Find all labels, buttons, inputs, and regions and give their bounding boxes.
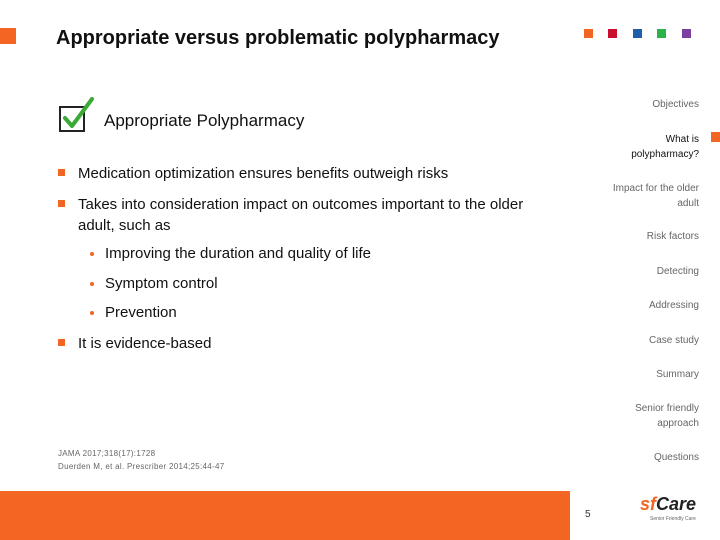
color-square-5 (682, 29, 691, 38)
footer-bar (0, 491, 570, 540)
bullet-1 (58, 163, 548, 184)
sub-bullet-1 (90, 244, 371, 264)
sub-bullet-text: Improving the duration and quality of life (105, 245, 371, 262)
bullet-2 (58, 194, 548, 236)
sub-bullet-marker (90, 282, 94, 286)
logo-tagline: Senior Friendly Care (650, 516, 696, 522)
nav-item-risk-factors[interactable]: Risk factors (646, 231, 699, 242)
nav-item-impact-older-adult[interactable]: Impact for the older adult (612, 183, 699, 209)
color-square-2 (608, 29, 617, 38)
logo-wordmark: sfCare (640, 494, 697, 514)
nav-item-detecting[interactable]: Detecting (656, 266, 699, 277)
nav-item-addressing[interactable]: Addressing (648, 300, 699, 311)
nav-item-senior-friendly-approach[interactable]: Senior friendly approach (635, 403, 699, 429)
reference-1: JAMA 2017;318(17):1728 (58, 449, 156, 458)
nav-item-objectives[interactable]: Objectives (652, 99, 699, 110)
sub-bullet-text: Symptom control (105, 275, 218, 292)
sub-bullet-marker (90, 311, 94, 315)
nav-item-what-is-polypharmacy[interactable]: What is polypharmacy? (631, 134, 699, 160)
page-number: 5 (585, 509, 591, 520)
bullet-marker (58, 200, 65, 207)
color-square-4 (657, 29, 666, 38)
sub-bullet-3 (90, 303, 177, 323)
sfcare-logo (640, 494, 708, 522)
bullet-text: It is evidence-based (78, 335, 212, 352)
reference-2: Duerden M, et al. Prescriber 2014;25:44-47 (58, 462, 225, 471)
slide-title: Appropriate versus problematic polypharmacy (56, 27, 500, 49)
bullet-text: Takes into consideration impact on outcomes important to the older adult, such as (78, 196, 524, 234)
references (58, 447, 224, 473)
nav-item-case-study[interactable]: Case study (648, 335, 699, 346)
sub-bullet-marker (90, 252, 94, 256)
nav-item-summary[interactable]: Summary (656, 369, 699, 380)
bullet-3 (58, 333, 548, 354)
active-section-marker (711, 132, 720, 142)
nav-item-questions[interactable]: Questions (653, 452, 699, 463)
sub-bullet-text: Prevention (105, 304, 177, 321)
color-square-1 (584, 29, 593, 38)
corner-accent-square (0, 28, 16, 44)
bullet-marker (58, 169, 65, 176)
color-square-3 (633, 29, 642, 38)
subheading: Appropriate Polypharmacy (104, 111, 305, 130)
bullet-marker (58, 339, 65, 346)
bullet-text: Medication optimization ensures benefits outweigh risks (78, 165, 449, 182)
checkbox-checked-icon (58, 97, 94, 133)
sub-bullet-2 (90, 274, 218, 294)
